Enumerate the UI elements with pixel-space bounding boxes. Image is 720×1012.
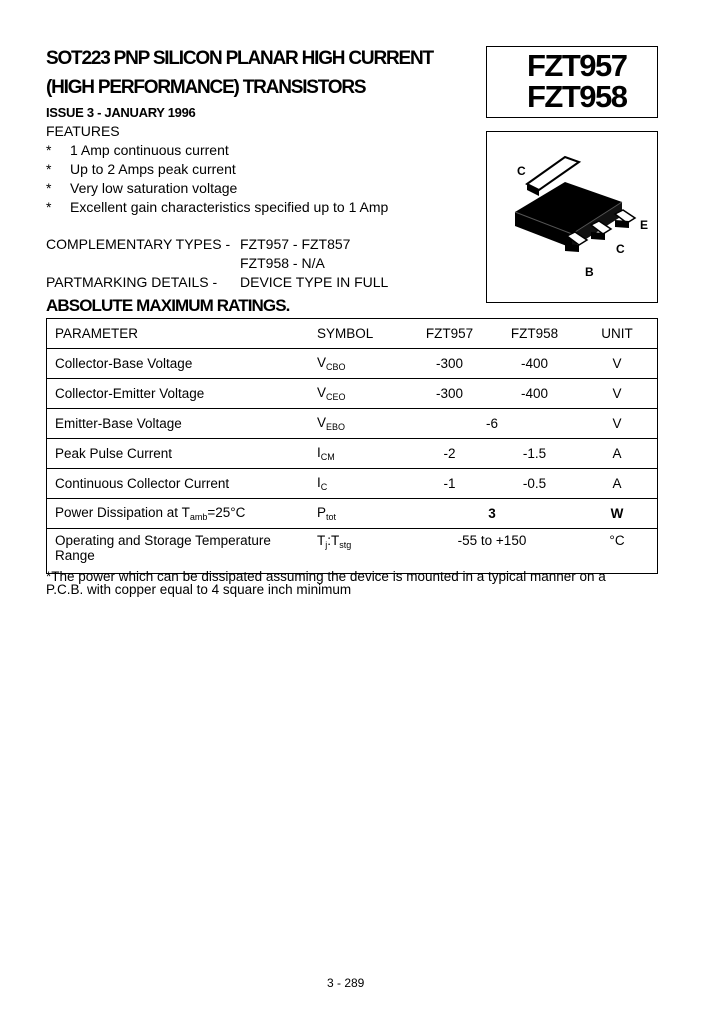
unit-cell: V (577, 349, 658, 379)
shared-value: -6 (407, 409, 577, 439)
symbol-cell: $I_{CM}$ (310, 439, 407, 469)
page-number: 3 - 289 (327, 976, 365, 990)
feature-item: 1 Amp continuous current (70, 142, 229, 158)
parameter-cell: Collector-Base Voltage (47, 349, 311, 379)
partmarking-label: PARTMARKING DETAILS - (46, 274, 218, 290)
footnote-line-1: *The power which can be dissipated assuming the device is mounted in a typical manner on a (46, 569, 606, 584)
part-number-box (486, 46, 658, 118)
parameter-cell: Operating and Storage Temperature Range (55, 533, 271, 563)
unit-cell: W (577, 499, 658, 529)
feature-bullet: * (46, 199, 52, 215)
symbol-cell: $P_{tot}$ (310, 499, 407, 529)
fzt958-value: -1.5 (492, 439, 577, 469)
complementary-label: COMPLEMENTARY TYPES - (46, 236, 231, 252)
parameter-cell: Power Dissipation at $T_{amb}=25^\circ C$ (47, 499, 311, 529)
fzt957-value: -300 (407, 379, 492, 409)
fzt957-value: -300 (407, 349, 492, 379)
footnote-line-2: P.C.B. with copper equal to 4 square inch minimum (46, 582, 352, 597)
parameter-cell: Collector-Emitter Voltage (47, 379, 311, 409)
table-header-row (47, 319, 658, 349)
ratings-heading: ABSOLUTE MAXIMUM RATINGS. (46, 296, 290, 315)
col-header-fzt958: FZT958 (492, 319, 577, 349)
parameter-cell: Continuous Collector Current (47, 469, 311, 499)
title-line-1: SOT223 PNP SILICON PLANAR HIGH CURRENT (46, 48, 433, 69)
pin-label-c: C (616, 242, 625, 256)
col-header-fzt957: FZT957 (407, 319, 492, 349)
feature-bullet: * (46, 161, 52, 177)
table-row (47, 469, 658, 499)
fzt958-value: -400 (492, 379, 577, 409)
unit-cell: A (577, 469, 658, 499)
col-header-symbol: SYMBOL (310, 319, 407, 349)
shared-value: -55 to +150 (457, 533, 527, 548)
feature-item: Very low saturation voltage (70, 180, 238, 196)
symbol-cell: $V_{CEO}$ (310, 379, 407, 409)
col-header-unit: UNIT (577, 319, 658, 349)
pin-label-b: B (585, 265, 594, 279)
table-row (47, 349, 658, 379)
col-header-parameter: PARAMETER (47, 319, 311, 349)
complementary-value-2: FZT958 - N/A (240, 255, 325, 271)
issue-date: ISSUE 3 - JANUARY 1996 (46, 105, 196, 120)
table-row (47, 439, 658, 469)
fzt957-value: -2 (407, 439, 492, 469)
ratings-table (46, 318, 658, 574)
title-line-2: (HIGH PERFORMANCE) TRANSISTORS (46, 77, 366, 98)
pin-label-tab-c: C (517, 164, 526, 178)
unit-cell: V (577, 379, 658, 409)
feature-item: Excellent gain characteristics specified up to 1 Amp (70, 199, 389, 215)
partmarking-value: DEVICE TYPE IN FULL (240, 274, 389, 290)
sot223-package-icon (487, 132, 656, 301)
part-number-1: FZT957 (527, 48, 627, 83)
symbol-cell: $V_{EBO}$ (310, 409, 407, 439)
pin-label-e: E (640, 218, 649, 232)
symbol-cell: $T_j:T_{stg}$ (317, 533, 352, 550)
fzt958-value: -400 (492, 349, 577, 379)
parameter-cell: Peak Pulse Current (47, 439, 311, 469)
shared-value: 3 (407, 499, 577, 529)
table-row (47, 409, 658, 439)
unit-cell: V (577, 409, 658, 439)
unit-cell: A (577, 439, 658, 469)
feature-bullet: * (46, 180, 52, 196)
package-drawing-box (486, 131, 658, 303)
symbol-cell: $V_{CBO}$ (310, 349, 407, 379)
fzt958-value: -0.5 (492, 469, 577, 499)
table-row (47, 529, 658, 574)
part-number-2: FZT958 (527, 79, 627, 114)
feature-bullet: * (46, 142, 52, 158)
table-row (47, 379, 658, 409)
features-heading: FEATURES (46, 123, 120, 139)
complementary-value-1: FZT957 - FZT857 (240, 236, 351, 252)
symbol-cell: $I_C$ (310, 469, 407, 499)
fzt957-value: -1 (407, 469, 492, 499)
feature-item: Up to 2 Amps peak current (70, 161, 236, 177)
parameter-cell: Emitter-Base Voltage (47, 409, 311, 439)
table-row (47, 499, 658, 529)
unit-cell: °C (609, 533, 625, 548)
